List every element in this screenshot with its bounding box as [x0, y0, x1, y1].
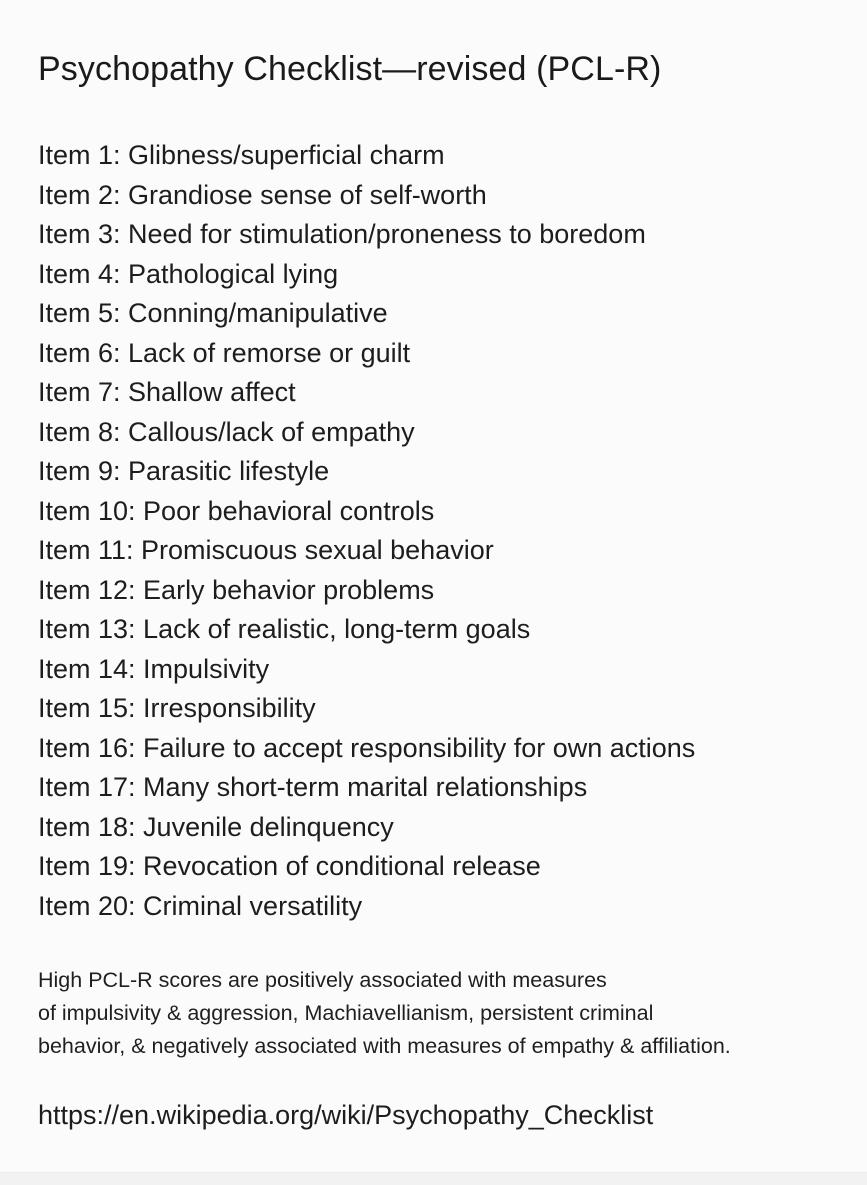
checklist-item: Item 14: Impulsivity — [38, 653, 270, 684]
checklist-items — [38, 136, 695, 926]
checklist-item: Item 18: Juvenile delinquency — [38, 811, 394, 842]
checklist-item: Item 12: Early behavior problems — [38, 574, 435, 605]
checklist-item: Item 3: Need for stimulation/proneness to boredom — [38, 219, 646, 249]
checklist-item: Item 7: Shallow affect — [38, 377, 296, 407]
checklist-item: Item 17: Many short-term marital relationships — [38, 772, 588, 802]
checklist-item: Item 2: Grandiose sense of self-worth — [38, 179, 487, 210]
checklist-item: Item 8: Callous/lack of empathy — [38, 416, 415, 447]
source-link[interactable]: https://en.wikipedia.org/wiki/Psychopathy_Checklist — [38, 1100, 654, 1130]
page-title: Psychopathy Checklist—revised (PCL-R) — [38, 50, 662, 88]
note-line: of impulsivity & aggression, Machiavellianism, persistent criminal — [38, 1001, 654, 1025]
checklist-item: Item 16: Failure to accept responsibility for own actions — [38, 732, 696, 763]
description-note — [38, 964, 731, 1063]
checklist-item: Item 11: Promiscuous sexual behavior — [38, 535, 494, 565]
note-line: behavior, & negatively associated with measures of empathy & affiliation. — [38, 1034, 731, 1058]
checklist-item: Item 4: Pathological lying — [38, 258, 339, 289]
checklist-item: Item 19: Revocation of conditional release — [38, 851, 541, 881]
checklist-item: Item 10: Poor behavioral controls — [38, 495, 435, 526]
checklist-item: Item 1: Glibness/superficial charm — [38, 140, 445, 170]
checklist-item: Item 15: Irresponsibility — [38, 693, 316, 723]
checklist-item: Item 9: Parasitic lifestyle — [38, 456, 330, 486]
checklist-item: Item 6: Lack of remorse or guilt — [38, 337, 411, 368]
checklist-item: Item 13: Lack of realistic, long-term goals — [38, 614, 531, 644]
checklist-item: Item 5: Conning/manipulative — [38, 298, 388, 328]
note-line: High PCL-R scores are positively associated with measures — [38, 968, 607, 992]
checklist-item: Item 20: Criminal versatility — [38, 890, 363, 921]
bottom-edge — [0, 1172, 867, 1185]
